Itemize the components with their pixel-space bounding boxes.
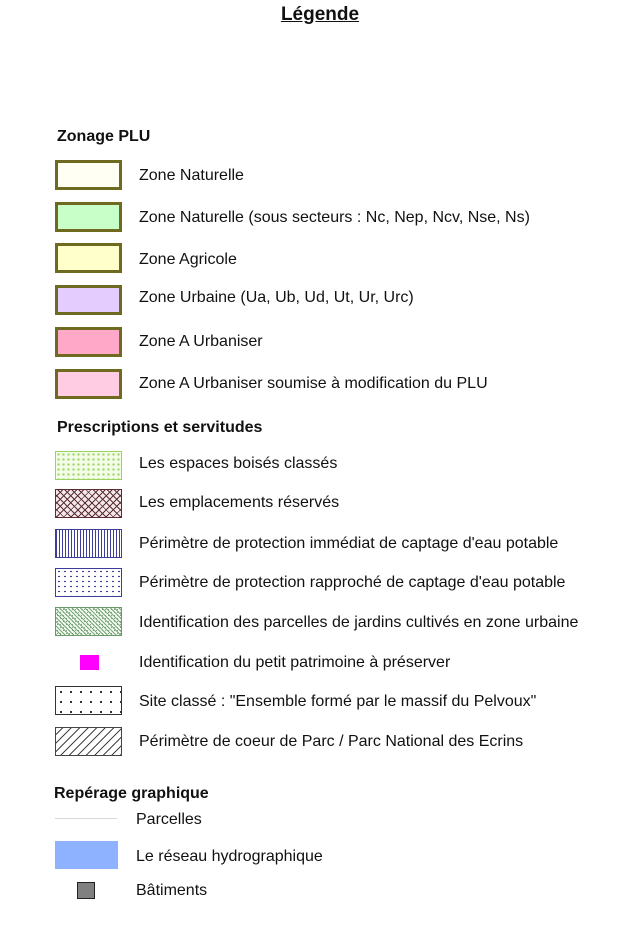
legend-item-protection-immediat [0, 529, 640, 561]
petit-patrimoine-marker [80, 655, 99, 670]
zone-urbaine-swatch [55, 285, 122, 315]
espaces-boises-label: Les espaces boisés classés [139, 455, 338, 472]
zone-a-urbaniser-modif-label: Zone A Urbaniser soumise à modification du PLU [139, 375, 488, 392]
zone-agricole-swatch [55, 243, 122, 273]
legend-title: Légende [280, 4, 360, 25]
legend-item-zone-naturelle-secteurs [0, 202, 640, 234]
protection-rapproche-pattern [55, 568, 122, 597]
legend-item-espaces-boises [0, 451, 640, 483]
parcelles-line [55, 818, 117, 819]
site-classe-pattern [55, 686, 122, 715]
legend-item-reseau-hydro [0, 841, 640, 873]
zone-a-urbaniser-modif-swatch [55, 369, 122, 399]
legend-item-batiments [0, 880, 640, 912]
zone-agricole-label: Zone Agricole [139, 251, 237, 268]
legend-item-petit-patrimoine [0, 648, 640, 680]
batiments-label: Bâtiments [136, 882, 208, 899]
legend-item-zone-urbaine [0, 285, 640, 317]
zone-naturelle-swatch [55, 160, 122, 190]
prescriptions-heading: Prescriptions et servitudes [57, 419, 263, 436]
legend-item-zone-a-urbaniser-modif [0, 369, 640, 401]
legend-item-protection-rapproche [0, 568, 640, 600]
coeur-parc-pattern [55, 727, 122, 756]
legend-item-zone-a-urbaniser [0, 327, 640, 359]
zone-a-urbaniser-swatch [55, 327, 122, 357]
emplacements-reserves-label: Les emplacements réservés [139, 494, 340, 511]
espaces-boises-pattern [55, 451, 122, 480]
emplacements-reserves-pattern [55, 489, 122, 518]
legend-item-jardins-cultives [0, 607, 640, 639]
batiments-swatch [77, 882, 95, 899]
jardins-cultives-pattern [55, 607, 122, 636]
legend-item-zone-agricole [0, 243, 640, 275]
parcelles-label: Parcelles [136, 811, 202, 828]
zone-a-urbaniser-label: Zone A Urbaniser [139, 333, 263, 350]
legend-item-emplacements-reserves [0, 489, 640, 521]
legend-item-zone-naturelle [0, 160, 640, 192]
coeur-parc-label: Périmètre de coeur de Parc / Parc National des Ecrins [139, 733, 524, 750]
reseau-hydro-swatch [55, 841, 118, 869]
protection-rapproche-label: Périmètre de protection rapproché de captage d'eau potable [139, 574, 566, 591]
zone-naturelle-secteurs-label: Zone Naturelle (sous secteurs : Nc, Nep, Ncv, Nse, Ns) [139, 209, 530, 226]
zone-naturelle-secteurs-swatch [55, 202, 122, 232]
site-classe-label: Site classé : "Ensemble formé par le massif du Pelvoux" [139, 693, 537, 710]
legend-item-site-classe [0, 686, 640, 718]
legend-item-parcelles [0, 810, 640, 842]
zone-naturelle-label: Zone Naturelle [139, 167, 244, 184]
reseau-hydro-label: Le réseau hydrographique [136, 848, 323, 865]
zonage-heading: Zonage PLU [57, 128, 151, 145]
zone-urbaine-label: Zone Urbaine (Ua, Ub, Ud, Ut, Ur, Urc) [139, 289, 414, 306]
protection-immediat-label: Périmètre de protection immédiat de captage d'eau potable [139, 535, 559, 552]
jardins-cultives-label: Identification des parcelles de jardins cultivés en zone urbaine [139, 614, 579, 631]
reperage-heading: Repérage graphique [54, 785, 209, 802]
legend-item-coeur-parc [0, 727, 640, 759]
petit-patrimoine-label: Identification du petit patrimoine à préserver [139, 654, 451, 671]
protection-immediat-pattern [55, 529, 122, 558]
